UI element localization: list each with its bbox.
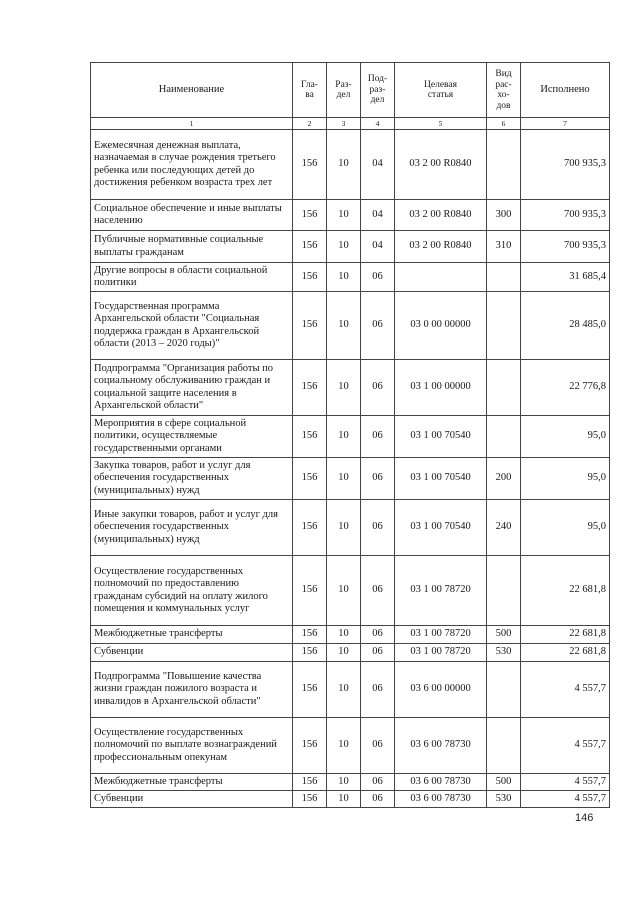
table-row [91, 416, 610, 458]
row-expense-type [487, 662, 521, 718]
row-name: Ежемесячная денежная выплата, назначаемая в случае рождения третьего ребенка или последующих детей до достижения ребенком возраста трех лет [91, 130, 293, 200]
row-name: Субвенции [91, 644, 293, 662]
row-chapter: 156 [293, 718, 327, 774]
row-section: 10 [327, 360, 361, 416]
row-chapter: 156 [293, 791, 327, 808]
table-row [91, 626, 610, 644]
row-subsection: 06 [361, 626, 395, 644]
row-target: 03 1 00 70540 [395, 458, 487, 500]
column-number: 6 [487, 118, 521, 130]
row-chapter: 156 [293, 500, 327, 556]
row-name: Иные закупки товаров, работ и услуг для обеспечения государственных (муниципальных) нужд [91, 500, 293, 556]
row-subsection: 04 [361, 130, 395, 200]
row-target: 03 1 00 78720 [395, 556, 487, 626]
row-section: 10 [327, 626, 361, 644]
row-chapter: 156 [293, 644, 327, 662]
row-subsection: 06 [361, 292, 395, 360]
row-executed: 700 935,3 [521, 231, 610, 263]
header-subsection: Под- раз- дел [361, 63, 395, 118]
table-row [91, 791, 610, 808]
header-target: Целевая статья [395, 63, 487, 118]
row-target [395, 263, 487, 292]
table-row [91, 556, 610, 626]
row-section: 10 [327, 662, 361, 718]
row-name: Мероприятия в сфере социальной политики, осуществляемые государственными органами [91, 416, 293, 458]
row-chapter: 156 [293, 774, 327, 791]
row-section: 10 [327, 791, 361, 808]
row-executed: 22 776,8 [521, 360, 610, 416]
row-executed: 22 681,8 [521, 626, 610, 644]
row-subsection: 06 [361, 644, 395, 662]
row-section: 10 [327, 500, 361, 556]
row-subsection: 06 [361, 774, 395, 791]
row-expense-type: 200 [487, 458, 521, 500]
row-section: 10 [327, 774, 361, 791]
row-target: 03 1 00 78720 [395, 644, 487, 662]
row-section: 10 [327, 416, 361, 458]
row-name: Подпрограмма "Организация работы по социальному обслуживанию граждан и социальной защите населения в Архангельской области" [91, 360, 293, 416]
row-target: 03 2 00 R0840 [395, 231, 487, 263]
row-executed: 95,0 [521, 500, 610, 556]
row-name: Подпрограмма "Повышение качества жизни граждан пожилого возраста и инвалидов в Архангельской области" [91, 662, 293, 718]
row-target: 03 1 00 70540 [395, 500, 487, 556]
table-row [91, 644, 610, 662]
row-subsection: 04 [361, 231, 395, 263]
row-name: Социальное обеспечение и иные выплаты населению [91, 200, 293, 231]
table-header-row [91, 63, 610, 118]
row-section: 10 [327, 231, 361, 263]
row-subsection: 06 [361, 500, 395, 556]
row-target: 03 6 00 78730 [395, 718, 487, 774]
row-subsection: 06 [361, 662, 395, 718]
row-subsection: 06 [361, 791, 395, 808]
row-executed: 22 681,8 [521, 644, 610, 662]
row-name: Межбюджетные трансферты [91, 626, 293, 644]
row-expense-type [487, 263, 521, 292]
row-subsection: 06 [361, 263, 395, 292]
row-executed: 28 485,0 [521, 292, 610, 360]
row-name: Государственная программа Архангельской области "Социальная поддержка граждан в Архангельской области (2013 – 2020 годы)" [91, 292, 293, 360]
row-section: 10 [327, 292, 361, 360]
row-executed: 95,0 [521, 416, 610, 458]
header-name: Наименование [91, 63, 293, 118]
row-executed: 31 685,4 [521, 263, 610, 292]
row-chapter: 156 [293, 662, 327, 718]
page-number: 146 [575, 812, 594, 824]
row-executed: 4 557,7 [521, 774, 610, 791]
row-expense-type [487, 292, 521, 360]
row-subsection: 04 [361, 200, 395, 231]
table-row [91, 231, 610, 263]
row-section: 10 [327, 556, 361, 626]
table-row [91, 200, 610, 231]
table-row [91, 292, 610, 360]
row-section: 10 [327, 458, 361, 500]
row-section: 10 [327, 644, 361, 662]
row-executed: 4 557,7 [521, 791, 610, 808]
column-number: 4 [361, 118, 395, 130]
row-chapter: 156 [293, 200, 327, 231]
row-chapter: 156 [293, 556, 327, 626]
table-row [91, 718, 610, 774]
row-section: 10 [327, 718, 361, 774]
row-target: 03 2 00 R0840 [395, 130, 487, 200]
header-executed: Исполнено [521, 63, 610, 118]
row-section: 10 [327, 200, 361, 231]
row-executed: 4 557,7 [521, 718, 610, 774]
row-section: 10 [327, 263, 361, 292]
table-row [91, 662, 610, 718]
table-row [91, 360, 610, 416]
row-chapter: 156 [293, 626, 327, 644]
row-executed: 4 557,7 [521, 662, 610, 718]
row-name: Закупка товаров, работ и услуг для обеспечения государственных (муниципальных) нужд [91, 458, 293, 500]
column-number: 1 [91, 118, 293, 130]
row-target: 03 1 00 70540 [395, 416, 487, 458]
row-target: 03 6 00 00000 [395, 662, 487, 718]
row-expense-type: 240 [487, 500, 521, 556]
budget-table [90, 62, 610, 808]
row-expense-type: 310 [487, 231, 521, 263]
row-target: 03 6 00 78730 [395, 791, 487, 808]
row-chapter: 156 [293, 458, 327, 500]
column-number: 2 [293, 118, 327, 130]
table-row [91, 458, 610, 500]
row-name: Другие вопросы в области социальной политики [91, 263, 293, 292]
row-target: 03 0 00 00000 [395, 292, 487, 360]
row-expense-type: 530 [487, 644, 521, 662]
row-name: Осуществление государственных полномочий по предоставлению гражданам субсидий на оплату жилого помещения и коммунальных услуг [91, 556, 293, 626]
row-expense-type [487, 360, 521, 416]
row-executed: 22 681,8 [521, 556, 610, 626]
row-target: 03 1 00 00000 [395, 360, 487, 416]
row-executed: 700 935,3 [521, 130, 610, 200]
header-expense-type: Вид рас- хо- дов [487, 63, 521, 118]
row-expense-type [487, 130, 521, 200]
row-expense-type: 530 [487, 791, 521, 808]
column-number-row [91, 118, 610, 130]
table-row [91, 500, 610, 556]
header-chapter: Гла- ва [293, 63, 327, 118]
row-subsection: 06 [361, 556, 395, 626]
row-subsection: 06 [361, 718, 395, 774]
row-subsection: 06 [361, 458, 395, 500]
row-section: 10 [327, 130, 361, 200]
row-chapter: 156 [293, 416, 327, 458]
table-row [91, 130, 610, 200]
row-name: Осуществление государственных полномочий по выплате вознаграждений профессиональным опекунам [91, 718, 293, 774]
row-chapter: 156 [293, 292, 327, 360]
row-expense-type [487, 718, 521, 774]
row-expense-type [487, 416, 521, 458]
row-chapter: 156 [293, 360, 327, 416]
row-expense-type: 300 [487, 200, 521, 231]
row-executed: 700 935,3 [521, 200, 610, 231]
row-target: 03 1 00 78720 [395, 626, 487, 644]
row-name: Субвенции [91, 791, 293, 808]
table-row [91, 774, 610, 791]
row-subsection: 06 [361, 416, 395, 458]
row-chapter: 156 [293, 130, 327, 200]
row-target: 03 2 00 R0840 [395, 200, 487, 231]
row-name: Межбюджетные трансферты [91, 774, 293, 791]
row-executed: 95,0 [521, 458, 610, 500]
table-row [91, 263, 610, 292]
row-expense-type: 500 [487, 774, 521, 791]
column-number: 7 [521, 118, 610, 130]
row-expense-type [487, 556, 521, 626]
row-subsection: 06 [361, 360, 395, 416]
header-section: Раз- дел [327, 63, 361, 118]
column-number: 5 [395, 118, 487, 130]
row-chapter: 156 [293, 263, 327, 292]
row-name: Публичные нормативные социальные выплаты гражданам [91, 231, 293, 263]
row-chapter: 156 [293, 231, 327, 263]
row-target: 03 6 00 78730 [395, 774, 487, 791]
row-expense-type: 500 [487, 626, 521, 644]
column-number: 3 [327, 118, 361, 130]
